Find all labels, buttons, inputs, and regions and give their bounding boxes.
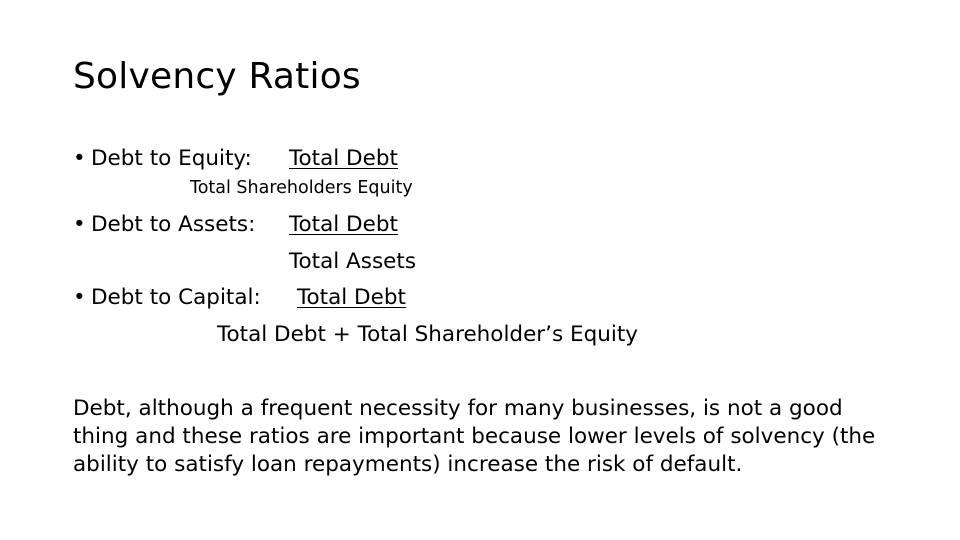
slide-title: Solvency Ratios: [73, 56, 361, 97]
bullet-marker: •: [73, 285, 86, 310]
ratio-denominator-debt-to-assets: Total Assets: [289, 249, 417, 274]
ratio-label-debt-to-capital: Debt to Capital:: [91, 285, 261, 310]
ratio-numerator-debt-to-capital: Total Debt: [297, 285, 406, 310]
explanation-paragraph: Debt, although a frequent necessity for many businesses, is not a good thing and these ratios are important because lower levels of solvency (the ability to satisfy loan repayments) increase the risk of default.: [73, 396, 876, 477]
bullet-marker: •: [73, 212, 86, 237]
bullet-marker: •: [73, 146, 86, 171]
ratio-denominator-debt-to-equity: Total Shareholders Equity: [190, 178, 413, 198]
ratio-denominator-debt-to-capital: Total Debt + Total Shareholder’s Equity: [217, 322, 639, 347]
ratio-numerator-debt-to-equity: Total Debt: [289, 146, 398, 171]
ratio-numerator-debt-to-assets: Total Debt: [289, 212, 398, 237]
ratio-label-debt-to-equity: Debt to Equity:: [91, 146, 252, 171]
ratio-label-debt-to-assets: Debt to Assets:: [91, 212, 256, 237]
